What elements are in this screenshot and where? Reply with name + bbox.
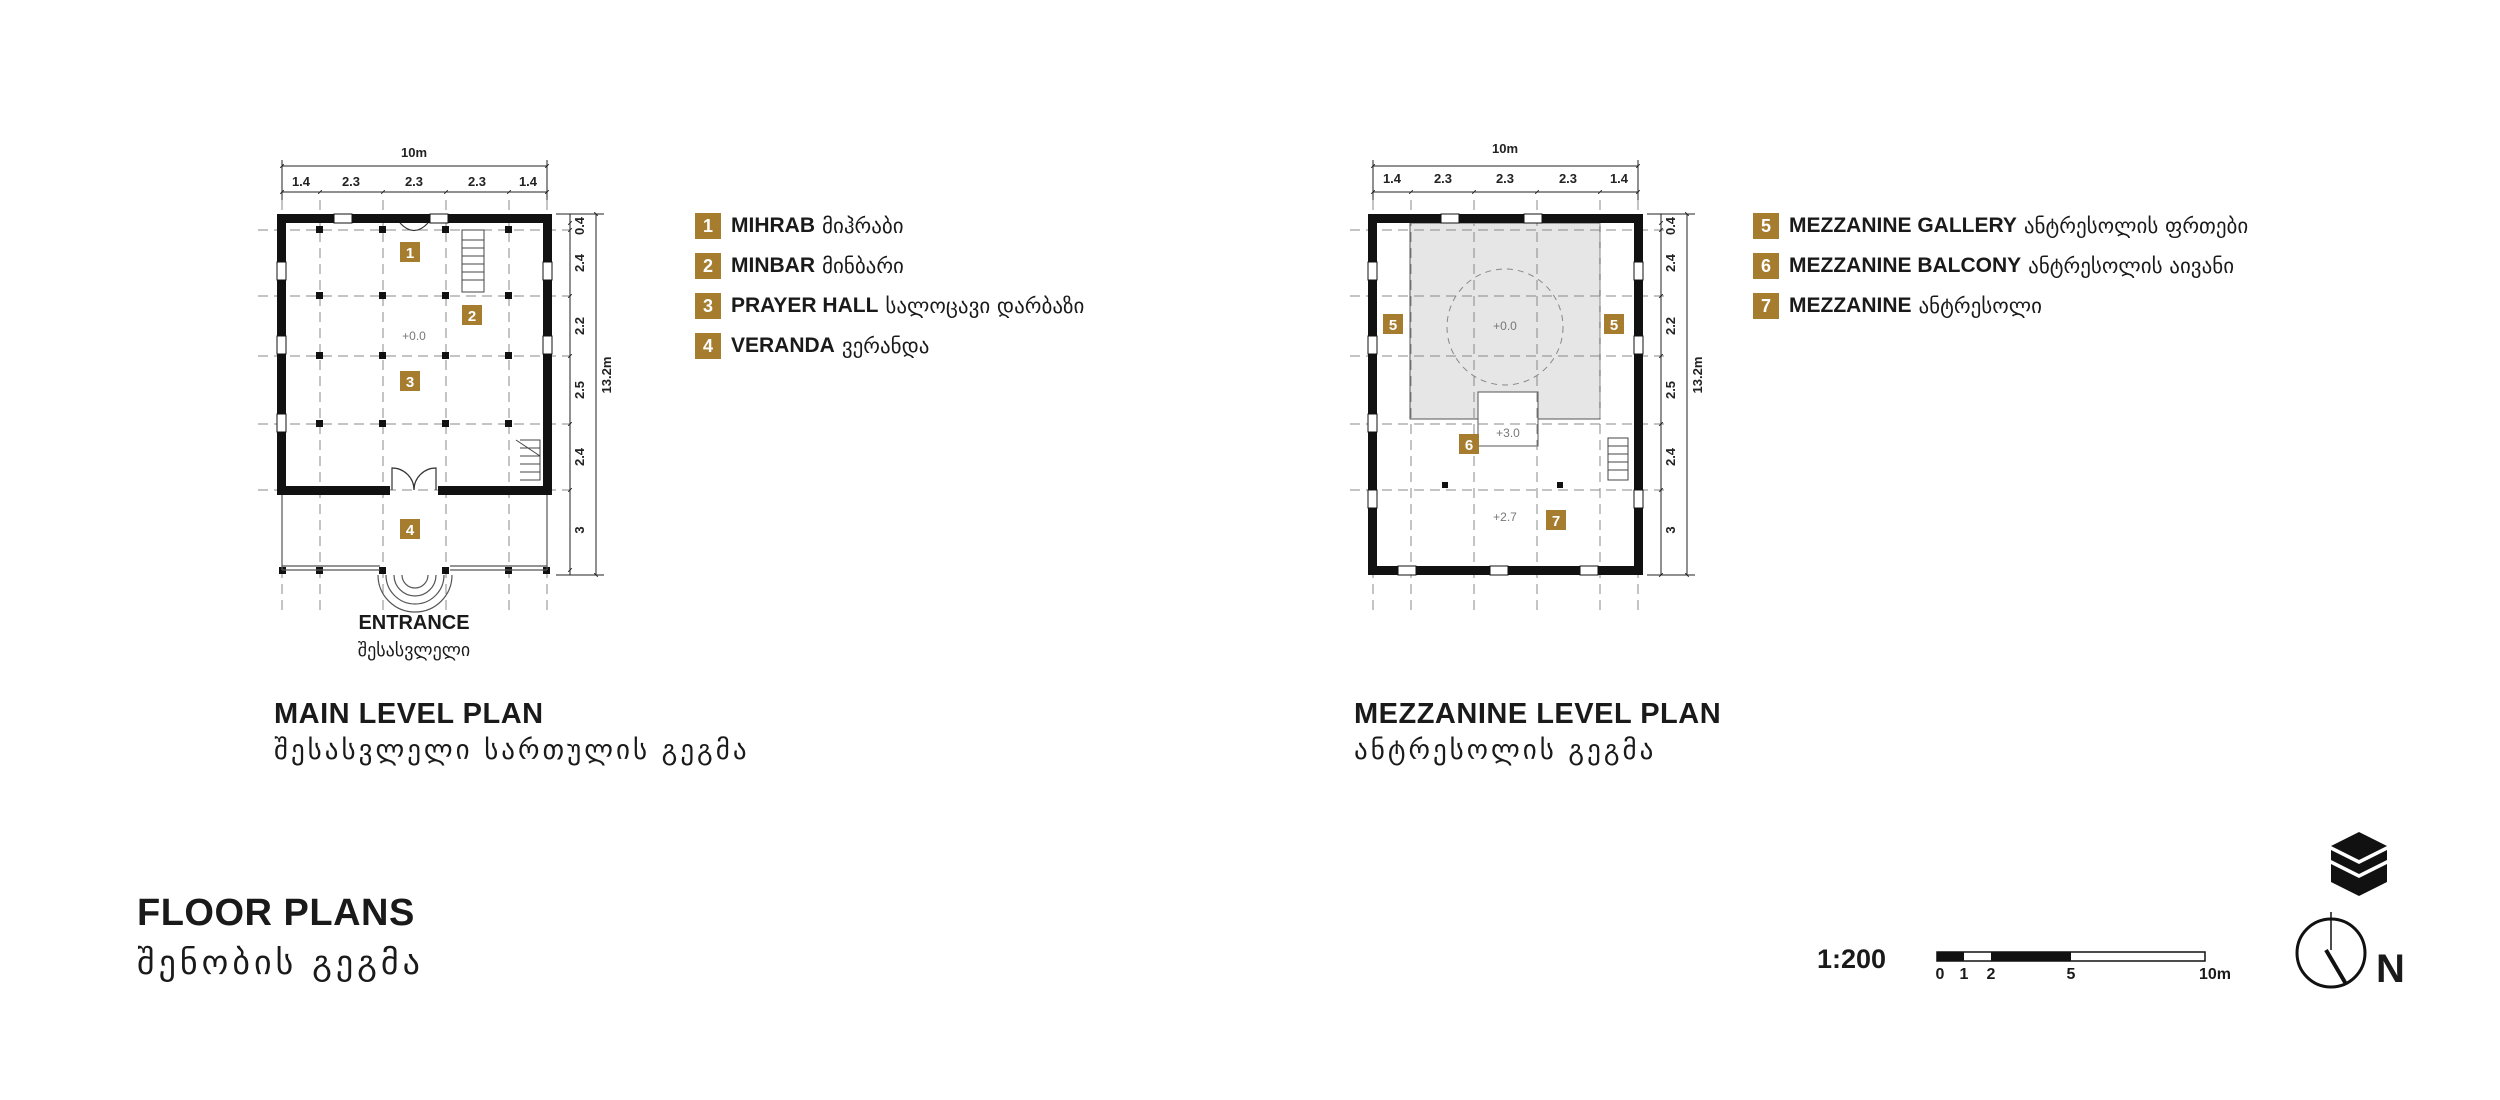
legend-label-en: MEZZANINE [1789, 294, 1912, 317]
legend-label-ka: მიჰრაბი [822, 214, 904, 238]
legend-label-en: MIHRAB [731, 214, 815, 237]
main-width-dim: 2.3 [404, 174, 424, 189]
mezz-level-mark: +3.0 [1496, 426, 1520, 440]
legend-badge: 1 [695, 213, 721, 239]
main-width-total: 10m [400, 145, 428, 160]
marker-3: 3 [405, 374, 415, 391]
main-width-dim: 2.3 [467, 174, 487, 189]
scale-ratio: 1:200 [1817, 944, 1887, 974]
sheet-title: FLOOR PLANS [137, 892, 415, 934]
main-depth-dim: 0.4 [572, 216, 587, 236]
mezz-stair [1608, 438, 1628, 480]
main-width-dim: 1.4 [518, 174, 538, 189]
legend-label-ka: ვერანდა [841, 334, 930, 358]
marker-7: 7 [1551, 513, 1561, 530]
mezz-level-mark: +0.0 [1493, 319, 1517, 333]
main-depth-total: 13.2m [599, 356, 614, 394]
scale-tick-label: 5 [2066, 966, 2076, 983]
main-mezzanine-stair [516, 440, 540, 480]
mezzanine-plan-legend [1753, 206, 2248, 326]
legend-item-mezzanine-balcony [1753, 246, 2248, 286]
mezz-width-dim: 1.4 [1382, 171, 1402, 186]
legend-label-ka: ანტრესოლის აივანი [2028, 254, 2235, 278]
main-entrance-door [392, 468, 436, 490]
scale-tick-label: 1 [1959, 966, 1969, 983]
mezz-depth-dim: 2.4 [1663, 253, 1678, 273]
legend-label-en: MEZZANINE GALLERY [1789, 214, 2017, 237]
mezz-width-dim: 1.4 [1609, 171, 1629, 186]
kaaba-cube-icon [2331, 832, 2387, 896]
legend-badge: 2 [695, 253, 721, 279]
main-depth-dim: 2.2 [572, 316, 587, 336]
legend-label-ka: მინბარი [822, 254, 904, 278]
legend-label-en: MINBAR [731, 254, 815, 277]
legend-badge: 4 [695, 333, 721, 359]
mezz-width-dim: 2.3 [1433, 171, 1453, 186]
mezz-width-total: 10m [1491, 141, 1519, 156]
scale-tick-label: 10m [2198, 966, 2232, 983]
mezzanine-plan-subtitle: ანტრესოლის გეგმა [1354, 735, 1657, 766]
mezz-columns [1442, 482, 1563, 488]
legend-badge: 5 [1753, 213, 1779, 239]
legend-label-en: MEZZANINE BALCONY [1789, 254, 2022, 277]
main-plan-title: MAIN LEVEL PLAN [274, 698, 544, 730]
legend-label-ka: სალოცავი დარბაზი [885, 294, 1085, 318]
main-plan-legend [695, 206, 1084, 366]
legend-item-prayer-hall [695, 286, 1084, 326]
mezzanine-level-plan [1350, 141, 1705, 610]
main-entrance-steps [378, 575, 452, 612]
north-arrow-icon [2297, 912, 2365, 987]
marker-5-right: 5 [1609, 317, 1619, 334]
mezz-depth-total: 13.2m [1690, 356, 1705, 394]
main-level-mark: +0.0 [402, 329, 426, 343]
marker-6: 6 [1464, 437, 1474, 454]
mezz-depth-dim: 2.2 [1663, 316, 1678, 336]
mezz-level-mark: +2.7 [1493, 510, 1517, 524]
main-depth-dim: 2.4 [572, 253, 587, 273]
main-depth-dim: 2.5 [572, 380, 587, 400]
legend-label-en: PRAYER HALL [731, 294, 879, 317]
minbar-stairs [462, 230, 484, 292]
scale-tick-label: 0 [1935, 966, 1945, 983]
legend-label-en: VERANDA [731, 334, 835, 357]
main-width-dim: 2.3 [341, 174, 361, 189]
mezz-width-dim: 2.3 [1558, 171, 1578, 186]
mezz-depth-dim: 0.4 [1663, 216, 1678, 236]
marker-2: 2 [467, 308, 477, 325]
legend-item-mezzanine [1753, 286, 2248, 326]
legend-item-mezzanine-gallery [1753, 206, 2248, 246]
legend-badge: 3 [695, 293, 721, 319]
marker-1: 1 [405, 245, 415, 262]
mezz-depth-dim: 2.4 [1663, 447, 1678, 467]
north-label: N [2376, 947, 2405, 991]
main-depth-dim: 2.4 [572, 447, 587, 467]
entrance-label-en: ENTRANCE [358, 612, 470, 634]
legend-label-ka: ანტრესოლის ფრთები [2023, 214, 2249, 238]
mihrab-niche [400, 223, 428, 231]
legend-item-mihrab [695, 206, 1084, 246]
legend-badge: 7 [1753, 293, 1779, 319]
main-dimension-labels [292, 145, 614, 534]
legend-item-minbar [695, 246, 1084, 286]
scale-bar [1937, 952, 2205, 961]
main-width-dim: 1.4 [291, 174, 311, 189]
main-plan-subtitle: შესასვლელი სართულის გეგმა [274, 735, 750, 766]
mezz-width-dim: 2.3 [1495, 171, 1515, 186]
mezz-depth-dim: 3 [1663, 526, 1678, 534]
scale-tick-label: 2 [1986, 966, 1996, 983]
main-depth-dim: 3 [572, 526, 587, 534]
legend-label-ka: ანტრესოლი [1918, 294, 2042, 318]
legend-badge: 6 [1753, 253, 1779, 279]
marker-4: 4 [405, 522, 415, 539]
mezzanine-plan-title: MEZZANINE LEVEL PLAN [1354, 698, 1722, 730]
mezz-depth-dim: 2.5 [1663, 380, 1678, 400]
entrance-label-ka: შესასვლელი [357, 640, 471, 661]
legend-item-veranda [695, 326, 1084, 366]
marker-5-left: 5 [1388, 317, 1398, 334]
main-level-plan [258, 145, 614, 612]
sheet-subtitle: შენობის გეგმა [137, 943, 424, 983]
